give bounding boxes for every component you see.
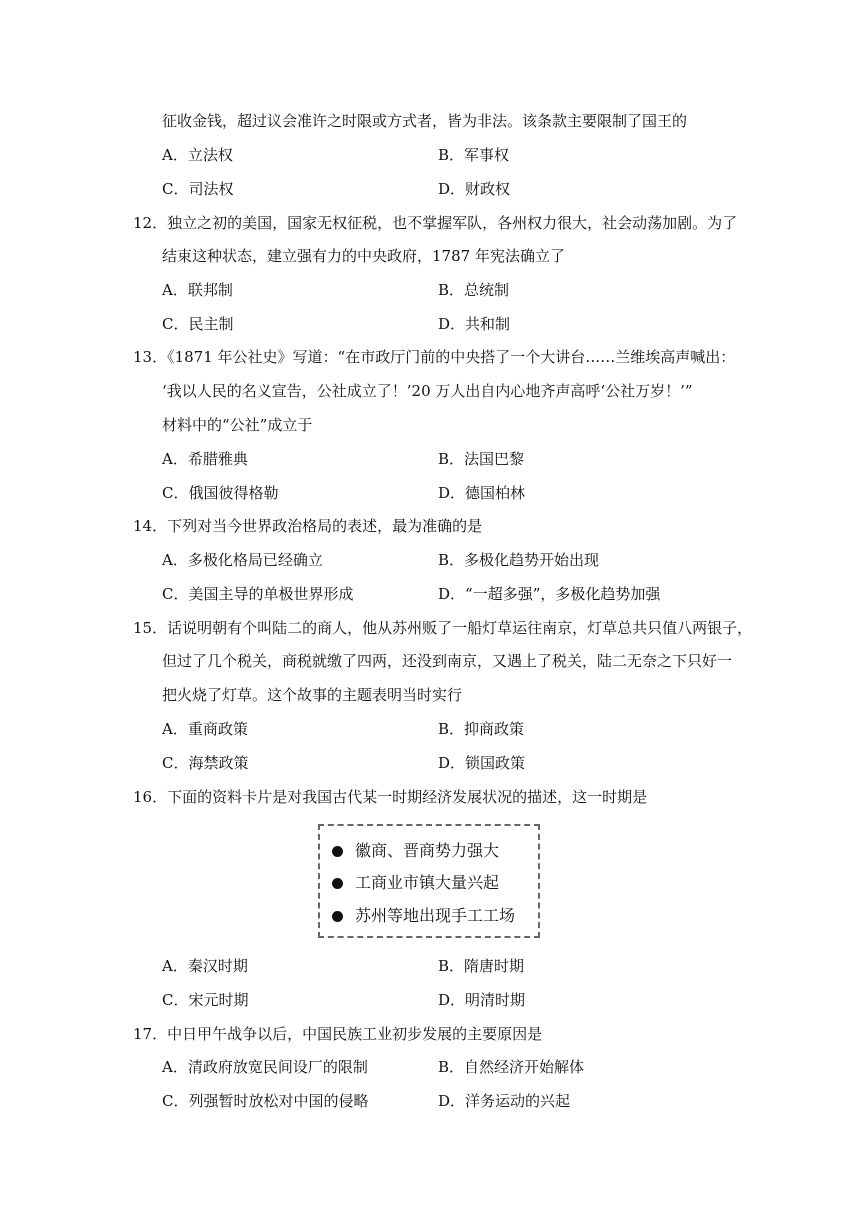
q15-option-c[interactable]: C．海禁政策 — [162, 754, 249, 772]
q14-option-c[interactable]: C．美国主导的单极世界形成 — [162, 585, 354, 603]
q16-stem: 16．下面的资料卡片是对我国古代某一时期经济发展状况的描述，这一时期是 — [133, 788, 648, 806]
info-card-text: 工商业市镇大量兴起 — [355, 873, 500, 892]
q17-stem: 17．中日甲午战争以后，中国民族工业初步发展的主要原因是 — [133, 1025, 543, 1043]
q13-option-d[interactable]: D．德国柏林 — [438, 484, 526, 502]
q12-option-b[interactable]: B．总统制 — [438, 281, 510, 299]
info-card-item — [332, 906, 515, 926]
bullet-icon — [332, 878, 343, 889]
q16-option-b[interactable]: B．隋唐时期 — [438, 957, 525, 975]
q14-option-d[interactable]: D．“一超多强”，多极化趋势加强 — [438, 585, 661, 603]
q15-option-d[interactable]: D．锁国政策 — [438, 754, 526, 772]
info-card-item — [332, 873, 499, 893]
q12-stem-line-2: 结束这种状态，建立强有力的中央政府，1787 年宪法确立了 — [162, 247, 565, 265]
q12-stem-line-1: 12．独立之初的美国，国家无权征税，也不掌握军队，各州权力很大，社会动荡加剧。为了 — [133, 214, 738, 232]
info-card-item — [332, 841, 499, 861]
q17-option-b[interactable]: B．自然经济开始解体 — [438, 1058, 585, 1076]
q13-option-b[interactable]: B．法国巴黎 — [438, 450, 525, 468]
q17-option-d[interactable]: D．洋务运动的兴起 — [438, 1092, 571, 1110]
q14-stem: 14．下列对当今世界政治格局的表述，最为准确的是 — [133, 517, 483, 535]
info-card — [318, 824, 540, 938]
q13-stem-line-3: 材料中的“公社”成立于 — [162, 416, 313, 434]
q16-option-c[interactable]: C．宋元时期 — [162, 991, 249, 1009]
q16-option-a[interactable]: A．秦汉时期 — [162, 957, 248, 975]
q15-stem-line-3: 把火烧了灯草。这个故事的主题表明当时实行 — [162, 686, 463, 704]
info-card-text: 苏州等地出现手工工场 — [355, 906, 516, 925]
q15-option-a[interactable]: A．重商政策 — [162, 720, 248, 738]
q11-option-c[interactable]: C．司法权 — [162, 180, 234, 198]
q11-option-b[interactable]: B．军事权 — [438, 146, 510, 164]
q17-option-a[interactable]: A．清政府放宽民间设厂的限制 — [162, 1058, 368, 1076]
q12-option-d[interactable]: D．共和制 — [438, 315, 511, 333]
q13-stem-line-2: ‘我以人民的名义宣告，公社成立了！’20 万人出自内心地齐声高呼‘公社万岁！’” — [162, 382, 693, 400]
q11-option-a[interactable]: A．立法权 — [162, 146, 233, 164]
q13-option-a[interactable]: A．希腊雅典 — [162, 450, 248, 468]
q13-stem-line-1: 13．《1871 年公社史》写道：“在市政厅门前的中央搭了一个大讲台……兰维埃高声喊出： — [133, 348, 736, 366]
q12-option-a[interactable]: A．联邦制 — [162, 281, 233, 299]
bullet-icon — [332, 846, 343, 857]
q11-stem-continuation: 征收金钱，超过议会准许之时限或方式者，皆为非法。该条款主要限制了国王的 — [162, 112, 688, 130]
q15-option-b[interactable]: B．抑商政策 — [438, 720, 525, 738]
bullet-icon — [332, 911, 343, 922]
q13-option-c[interactable]: C．俄国彼得格勒 — [162, 484, 279, 502]
q11-option-d[interactable]: D．财政权 — [438, 180, 511, 198]
q12-option-c[interactable]: C．民主制 — [162, 315, 234, 333]
q15-stem-line-1: 15．话说明朝有个叫陆二的商人，他从苏州贩了一船灯草运往南京，灯草总共只值八两银子， — [133, 619, 753, 637]
q17-option-c[interactable]: C．列强暂时放松对中国的侵略 — [162, 1092, 369, 1110]
info-card-text: 徽商、晋商势力强大 — [355, 841, 500, 860]
q14-option-b[interactable]: B．多极化趋势开始出现 — [438, 551, 600, 569]
q16-option-d[interactable]: D．明清时期 — [438, 991, 526, 1009]
q15-stem-line-2: 但过了几个税关，商税就缴了四两，还没到南京，又遇上了税关，陆二无奈之下只好一 — [162, 652, 733, 670]
q14-option-a[interactable]: A．多极化格局已经确立 — [162, 551, 323, 569]
